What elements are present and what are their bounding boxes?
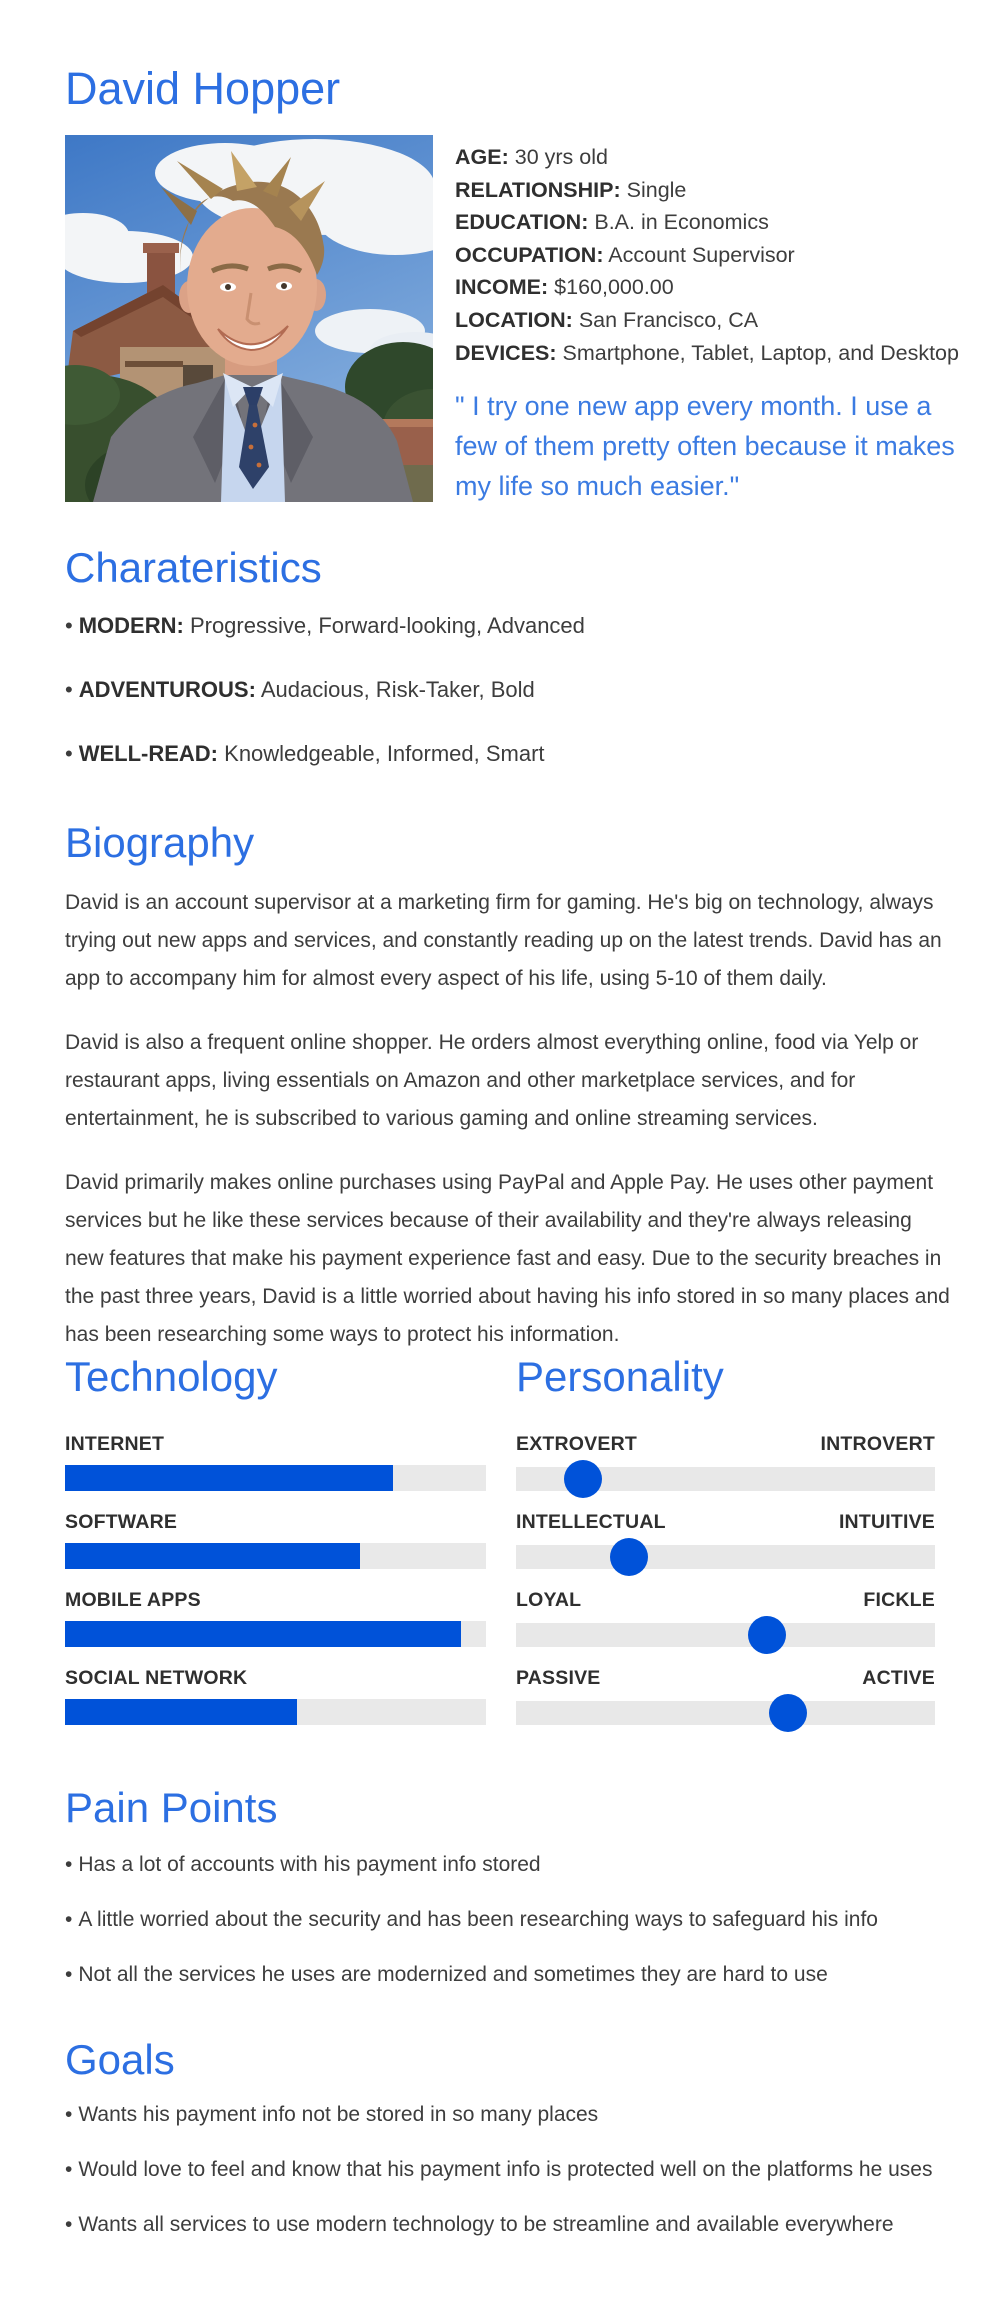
biography-paragraph: David is an account supervisor at a marketing firm for gaming. He's big on technology, always trying out new apps and services, and constantly reading up on the latest trends. David has an app to accompany him for almost every aspect of his life, using 5-10 of them daily.: [65, 891, 942, 990]
slider-right-label: INTROVERT: [820, 1433, 935, 1455]
bar-row: [65, 1666, 486, 1744]
goal-text: Wants all services to use modern technology to be streamline and available everywhere: [78, 2213, 894, 2236]
slider-knob: [610, 1538, 648, 1576]
slider-track: [516, 1545, 935, 1569]
characteristics-list: [65, 612, 953, 804]
info-value: Account Supervisor: [608, 242, 795, 267]
slider-track: [516, 1623, 935, 1647]
page-title: David Hopper: [65, 63, 341, 114]
personality-heading: Personality: [516, 1353, 724, 1400]
slider-row: [516, 1432, 935, 1510]
list-item: [65, 676, 953, 703]
bar-row: [65, 1432, 486, 1510]
trait-label: ADVENTUROUS:: [78, 677, 256, 702]
bar-label: MOBILE APPS: [65, 1589, 201, 1611]
list-item: [65, 740, 953, 767]
info-label: AGE:: [455, 145, 509, 169]
bar-label: SOCIAL NETWORK: [65, 1667, 248, 1689]
slider-row: [516, 1588, 935, 1666]
bar-fill: [65, 1699, 297, 1725]
info-label: RELATIONSHIP:: [455, 177, 621, 202]
goals-list: [65, 2102, 965, 2267]
technology-bars: [65, 1432, 486, 1744]
pain-points-heading: Pain Points: [65, 1784, 278, 1831]
slider-row: [516, 1666, 935, 1744]
biography-heading: Biography: [65, 819, 255, 866]
list-item: [65, 1907, 965, 1933]
slider-knob: [748, 1616, 786, 1654]
bar-track: [65, 1699, 486, 1725]
demographics-list: [455, 141, 959, 369]
trait-label: MODERN:: [78, 613, 184, 638]
info-label: LOCATION:: [455, 307, 573, 332]
slider-track: [516, 1701, 935, 1725]
info-row-relationship: [455, 174, 955, 207]
info-row-education: [455, 206, 955, 239]
goals-heading: Goals: [65, 2036, 175, 2083]
biography-paragraph: David primarily makes online purchases using PayPal and Apple Pay. He uses other payment services but he like these services because of their availability and they're always releasing new features that make his payment experience fast and easy. Due to the security breaches in the past three years, David is a little worried about having his info stored in so many places and has been researching some ways to protect his information.: [65, 1171, 950, 1346]
info-row-occupation: [455, 239, 955, 272]
info-value: B.A. in Economics: [594, 210, 769, 235]
goal-text: Wants his payment info not be stored in so many places: [78, 2103, 599, 2126]
slider-right-label: INTUITIVE: [838, 1511, 935, 1533]
slider-left-label: PASSIVE: [516, 1667, 601, 1689]
personality-column: [516, 1352, 935, 1744]
bar-row: [65, 1510, 486, 1588]
biography-text: [65, 884, 953, 1380]
info-label: INCOME:: [455, 275, 549, 300]
bar-fill: [65, 1621, 461, 1647]
slider-right-label: FICKLE: [863, 1589, 935, 1611]
bullet-marker: •: [65, 1908, 73, 1931]
bullet-marker: •: [65, 1853, 73, 1876]
bar-track: [65, 1621, 486, 1647]
trait-value: Progressive, Forward-looking, Advanced: [189, 613, 585, 638]
info-value: $160,000.00: [554, 275, 674, 300]
slider-row: [516, 1510, 935, 1588]
personality-sliders: [516, 1432, 935, 1744]
bullet-marker: •: [65, 2103, 73, 2126]
pain-point-text: Not all the services he uses are modernized and sometimes they are hard to use: [78, 1963, 828, 1986]
info-value: Smartphone, Tablet, Laptop, and Desktop: [562, 340, 959, 365]
trait-value: Audacious, Risk-Taker, Bold: [260, 677, 535, 702]
slider-left-label: EXTROVERT: [516, 1433, 637, 1455]
slider-knob: [769, 1694, 807, 1732]
bullet-marker: •: [65, 2158, 73, 2181]
technology-column: [65, 1352, 486, 1744]
info-value: Single: [626, 177, 687, 202]
bullet-marker: •: [65, 613, 73, 638]
slider-left-label: INTELLECTUAL: [516, 1511, 666, 1533]
list-item: [65, 2157, 965, 2183]
slider-knob: [564, 1460, 602, 1498]
bar-label: SOFTWARE: [65, 1511, 178, 1533]
persona-photo: [65, 135, 433, 502]
biography-paragraph: David is also a frequent online shopper. He orders almost everything online, food via Yelp or restaurant apps, living essentials on Amazon and other marketplace services, and for entertainment, he is subscribed to various gaming and online streaming services.: [65, 1031, 919, 1130]
list-item: [65, 2212, 965, 2238]
info-value: San Francisco, CA: [578, 307, 759, 332]
technology-heading: Technology: [65, 1353, 278, 1400]
list-item: [65, 1962, 965, 1988]
characteristics-heading: Charateristics: [65, 544, 322, 591]
info-label: EDUCATION:: [455, 210, 589, 235]
bar-track: [65, 1543, 486, 1569]
slider-left-label: LOYAL: [516, 1589, 582, 1611]
pain-point-text: A little worried about the security and has been researching ways to safeguard his info: [78, 1908, 878, 1931]
bar-fill: [65, 1543, 360, 1569]
charts-section: [65, 1352, 950, 1744]
info-label: OCCUPATION:: [455, 242, 604, 267]
bar-fill: [65, 1465, 393, 1491]
info-row-income: [455, 271, 955, 304]
bullet-marker: •: [65, 677, 73, 702]
trait-label: WELL-READ:: [78, 741, 219, 766]
persona-quote: " I try one new app every month. I use a few of them pretty often because it makes my life so much easier.": [455, 391, 955, 501]
pain-point-text: Has a lot of accounts with his payment info stored: [78, 1853, 541, 1876]
info-row-location: [455, 304, 955, 337]
list-item: [65, 612, 953, 639]
trait-value: Knowledgeable, Informed, Smart: [224, 741, 545, 766]
info-label: DEVICES:: [455, 340, 557, 365]
goal-text: Would love to feel and know that his payment info is protected well on the platforms he uses: [78, 2158, 933, 2181]
slider-right-label: ACTIVE: [862, 1667, 935, 1689]
info-row-devices: [455, 337, 959, 370]
info-row-age: [455, 141, 955, 174]
pain-points-list: [65, 1852, 965, 2017]
bullet-marker: •: [65, 1963, 73, 1986]
list-item: [65, 2102, 965, 2128]
bar-track: [65, 1465, 486, 1491]
info-value: 30 yrs old: [514, 145, 608, 169]
list-item: [65, 1852, 965, 1878]
bar-row: [65, 1588, 486, 1666]
bullet-marker: •: [65, 741, 73, 766]
bar-label: INTERNET: [65, 1433, 165, 1455]
bullet-marker: •: [65, 2213, 73, 2236]
